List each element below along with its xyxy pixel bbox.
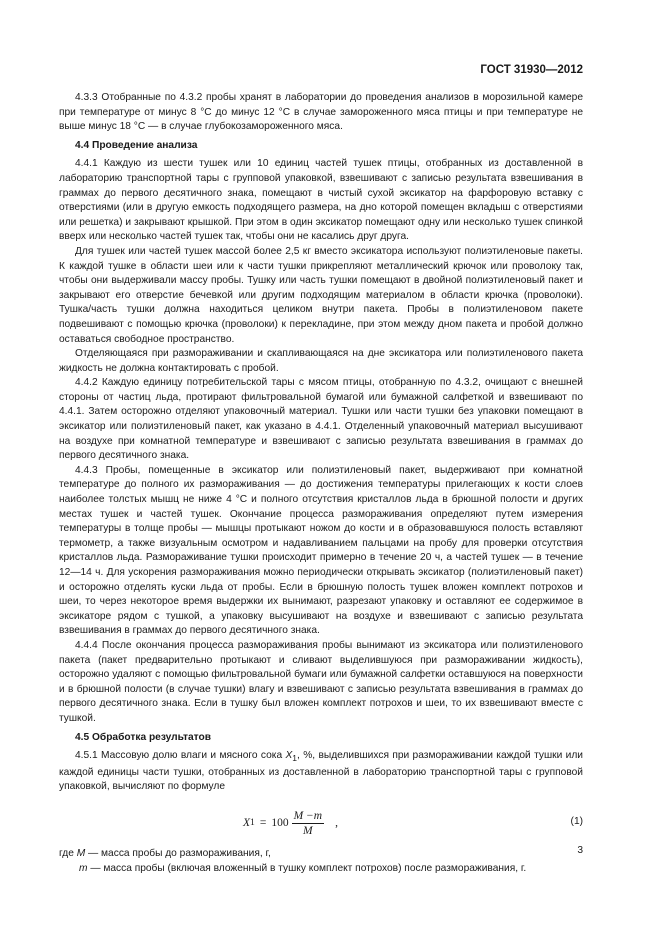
formula bbox=[243, 809, 338, 838]
document-body bbox=[59, 91, 583, 876]
page-number: 3 bbox=[577, 845, 583, 856]
paragraph-4-4-1: 4.4.1 Каждую из шести тушек или 10 единиц частей тушек птицы, отобранных из доставленной в лабораторию транспортной тары с групповой упаковкой, взвешивают с записью результата взвешивания в граммах до первого десятичного знака, помещают в чистый сухой эксикатор на фарфоровую вставку с отверстиями (или в другую емкость подходящего размера, на дно которой помещен вкладыш с отверстиями или решетка) и закрывают крышкой. При этом в один эксикатор помещают одну или несколько тушек спинкой вверх или несколько частей тушек так, чтобы они не касались друг друга. bbox=[59, 158, 583, 243]
formula-coefficient: 100 bbox=[271, 817, 289, 830]
document-code: ГОСТ 31930—2012 bbox=[480, 64, 583, 76]
section-heading-4-4: 4.4 Проведение анализа bbox=[75, 139, 198, 151]
paragraph-4-4-3: 4.4.3 Пробы, помещенные в эксикатор или полиэтиленовый пакет, выдерживают при комнатной температуре до полного их размораживания — до достижения температуры прилегающих к кости слоев наиболее толстых мышц не ниже 4 °С и полного отсутствия кристаллов льда в брюшной полости и других местах тушек и частей тушек. Окончание процесса размораживания определяют путем измерения температуры в толще пробы — мышцы протыкают ножом до кости и в образовавшуюся полость вставляют термометр, а также визуальным осмотром и надавливанием пальцами на пробу для проверки отсутствия кристаллов льда. Размораживание тушки происходит примерно в течение 20 ч, а частей тушек — в течение 12—14 ч. Для ускорения размораживания можно периодически открывать эксикатор (полиэтиленовый пакет) и осторожно отделять куски льда от пробы. Если в брюшную полость тушек вложен комплект потрохов и шеи, то через некоторое время выдержки их вынимают, разрезают упаковку и оставляют ее содержимое в эксикаторе рядом с тушкой, а упаковку высушивают на воздухе и взвешивают с записью результата взвешивания в граммах до первого десятичного знака. bbox=[59, 464, 583, 637]
variable-x-subscript: 1 bbox=[292, 753, 298, 764]
paragraph-4-4-1-bags: Для тушек или частей тушек массой более 2,5 кг вместо эксикатора используют полиэтиленовые пакеты. К каждой тушке в области шеи или к части тушки прикрепляют металлический крючок или проволоку так, чтобы они выдерживали массу пробы. Тушку или часть тушки помещают в двойной полиэтиленовый пакет и закрывают его отверстие бечевкой или другим подходящим материалом в области крючка (проволоки). Тушка/часть тушки должна находиться целиком внутри пакета. Пробы в полиэтиленовом пакете подвешивают с помощью крючка (проволоки) к перекладине, при этом между дном пакета и пробой должно оставаться свободное пространство. bbox=[59, 245, 583, 345]
formula-legend bbox=[59, 847, 583, 876]
formula-equals: = bbox=[259, 817, 267, 830]
formula-fraction bbox=[292, 809, 325, 838]
formula-lhs-sub: 1 bbox=[250, 817, 255, 829]
variable-x: X bbox=[285, 750, 293, 762]
formula-row bbox=[59, 801, 583, 843]
paragraph-4-4-4: 4.4.4 После окончания процесса размораживания пробы вынимают из эксикатора или полиэтиленового пакета (пакет предварительно протыкают и сливают выделившуюся при размораживании жидкость), осторожно удаляют с помощью фильтровальной бумаги или бумажной салфетки оставшуюся на поверхности и в брюшной полости (в случае тушки) влагу и взвешивают с записью результата взвешивания в граммах до первого десятичного знака. Если в тушку был вложен комплект потрохов и шеи, то их взвешивают вместе с тушкой. bbox=[59, 639, 583, 724]
paragraph-4-5-1-start: 4.5.1 Массовую долю влаги и мясного сока bbox=[75, 750, 286, 762]
legend-var-M: M bbox=[76, 847, 86, 859]
legend-prefix: где bbox=[59, 847, 77, 859]
formula-numerator: M −m bbox=[293, 809, 323, 822]
formula-number: (1) bbox=[570, 815, 583, 827]
legend-line-m bbox=[59, 862, 583, 877]
legend-text-m: — масса пробы (включая вложенный в тушку комплект потрохов) после размораживания, г. bbox=[87, 862, 527, 874]
legend-line-M bbox=[59, 847, 583, 862]
section-heading-4-5: 4.5 Обработка результатов bbox=[75, 731, 212, 743]
legend-var-m: m bbox=[79, 862, 88, 874]
paragraph-4-4-1-liquid: Отделяющаяся при размораживании и скапливающаяся на дне эксикатора или полиэтиленового пакета жидкость не должна контактировать с пробой. bbox=[59, 348, 583, 374]
formula-lhs-var: X bbox=[243, 817, 251, 830]
formula-denominator: M bbox=[303, 824, 313, 837]
paragraph-4-5-1 bbox=[59, 749, 583, 795]
paragraph-4-3-3: 4.3.3 Отобранные по 4.3.2 пробы хранят в лаборатории до проведения анализов в морозильной камере при температуре от минус 8 °С до минус 12 °С в случае замороженного мяса птицы и при температуре не выше минус 18 °С — в случае глубокозамороженного мяса. bbox=[59, 92, 583, 133]
formula-comma: , bbox=[335, 817, 338, 830]
legend-text-M: — масса пробы до размораживания, г, bbox=[85, 847, 271, 859]
paragraph-4-4-2: 4.4.2 Каждую единицу потребительской тары с мясом птицы, отобранную по 4.3.2, очищают с внешней стороны от частиц льда, протирают фильтровальной бумагой или бумажной салфеткой и взвешивают по 4.4.1. Затем осторожно отделяют упаковочный материал. Тушки или части тушки без упаковки помещают в эксикатор или полиэтиленовый пакет, как указано в 4.4.1. Отделенный упаковочный материал высушивают на воздухе при комнатной температуре и взвешивают с записью результата взвешивания в граммах до первого десятичного знака. bbox=[59, 377, 583, 462]
paragraph-4-5-1-end: , %, выделившихся при размораживании каждой тушки или каждой единицы части тушки, отобранных из доставленной в лабораторию транспортной тары с групповой упаковкой, вычисляют по формуле bbox=[59, 750, 583, 793]
